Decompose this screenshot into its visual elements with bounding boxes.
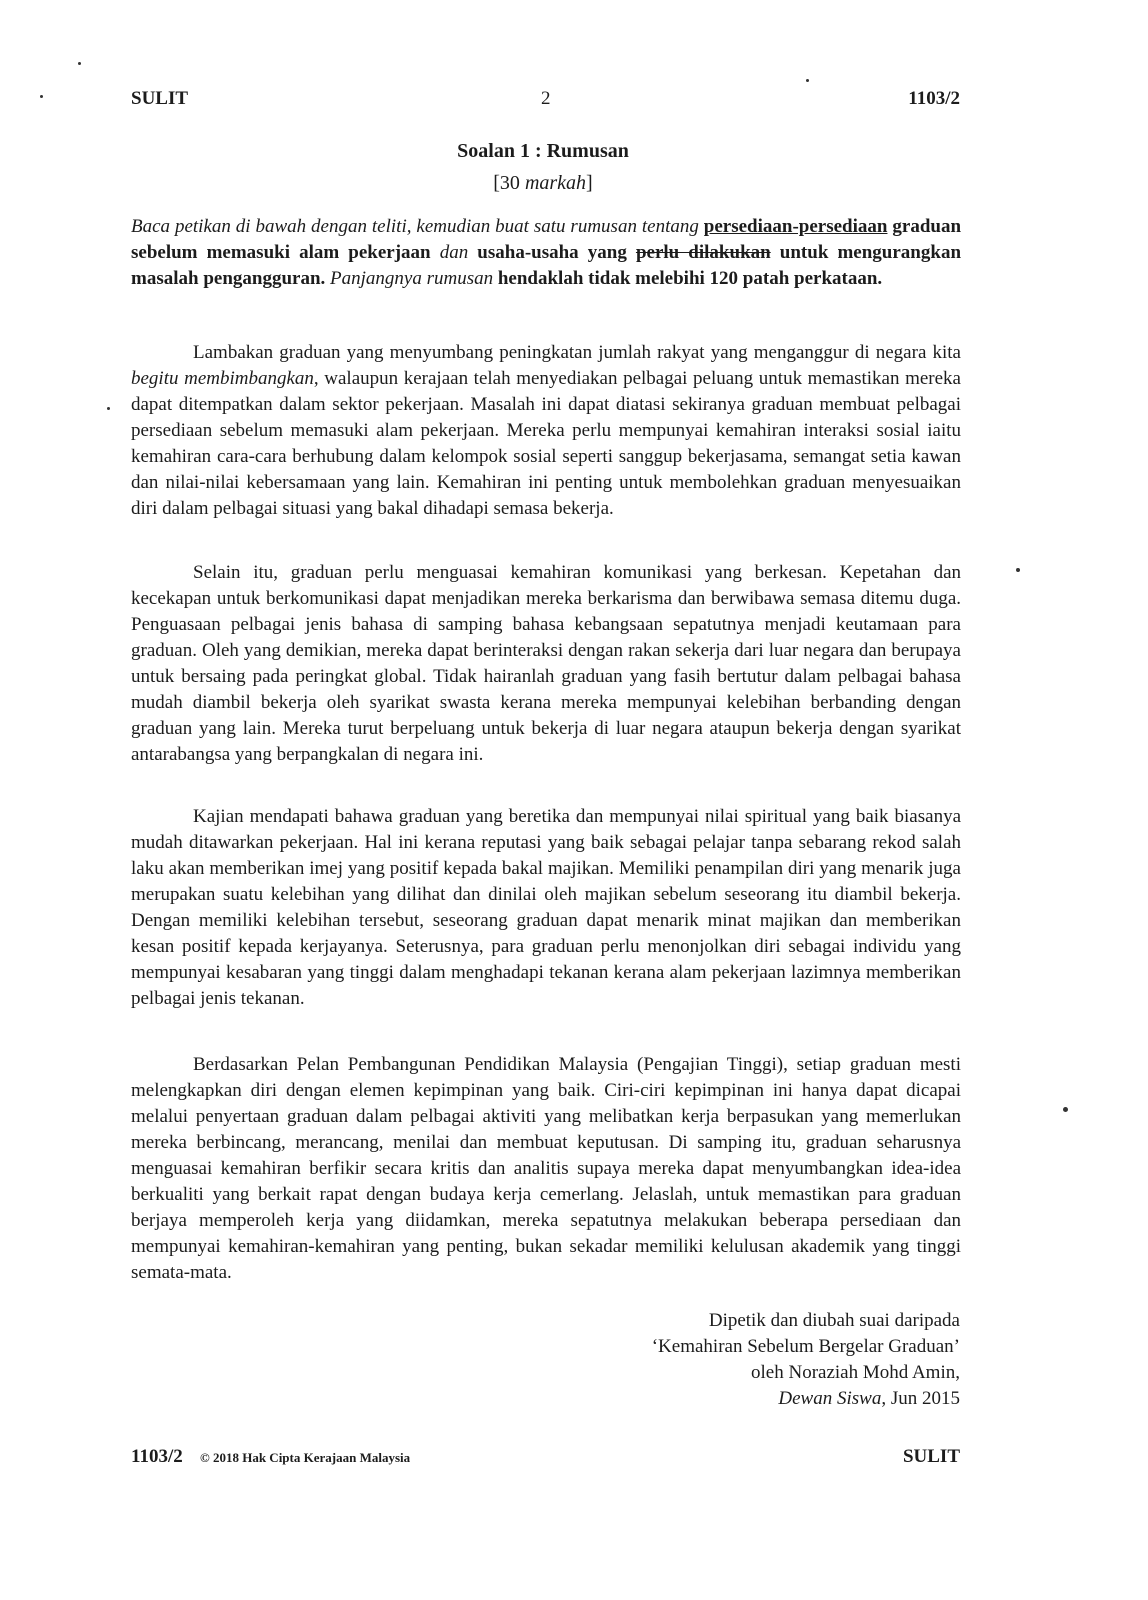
scan-speck (40, 95, 43, 98)
scan-speck (806, 79, 809, 82)
passage-paragraph-4: Berdasarkan Pelan Pembangunan Pendidikan Malaysia (Pengajian Tinggi), setiap graduan mesti melengkapkan diri dengan elemen kepimpinan yang baik. Ciri-ciri kepimpinan ini hanya dapat dicapai melalui penyertaan graduan dalam pelbagai aktiviti yang melibatkan kerja berpasukan yang memerlukan mereka berbincang, merancang, menilai dan membuat keputusan. Di samping itu, graduan seharusnya menguasai kemahiran berfikir secara kritis dan analitis supaya mereka dapat menyumbangkan idea-idea berkualiti yang berkait rapat dengan budaya kerja cemerlang. Jelaslah, untuk memastikan para graduan berjaya memperoleh kerja yang diidamkan, mereka sepatutnya melakukan beberapa persediaan dan mempunyai kemahiran-kemahiran yang penting, bukan sekadar memiliki kelulusan akademik yang tinggi semata-mata. (131, 1054, 961, 1283)
passage-paragraph-1: Lambakan graduan yang menyumbang peningkatan jumlah rakyat yang menganggur di negara kita begitu membimbangkan, walaupun kerajaan telah menyediakan pelbagai peluang untuk memastikan mereka dapat ditempatkan dalam sektor pekerjaan. Masalah ini dapat diatasi sekiranya graduan membuat pelbagai persediaan sebelum memasuki alam pekerjaan. Mereka perlu mempunyai kemahiran interaksi sosial iaitu kemahiran cara-cara berhubung dalam kelompok sosial seperti sanggup bekerjasama, semangat setia kawan dan nilai-nilai kebersamaan yang lain. Kemahiran ini penting untuk membolehkan graduan menyesuaikan diri dalam pelbagai situasi yang bakal dihadapi semasa bekerja. (131, 342, 961, 519)
instruction: Baca petikan di bawah dengan teliti, kemudian buat satu rumusan tentang persediaan-persediaan graduan sebelum memasuki alam pekerjaan dan usaha-usaha yang perlu dilakukan untuk mengurangkan masalah pengangguran. Panjangnya rumusan hendaklah tidak melebihi 120 patah perkataan. (131, 216, 962, 289)
footer-copyright: © 2018 Hak Cipta Kerajaan Malaysia (200, 1450, 411, 1465)
header-page-number: 2 (541, 88, 551, 109)
question-marks: [30 markah] (493, 172, 593, 194)
header-paper-code: 1103/2 (908, 88, 960, 109)
footer-classification: SULIT (902, 1446, 960, 1467)
scan-speck (1063, 1107, 1068, 1112)
scan-speck (78, 62, 81, 65)
source-citation: Dipetik dan diubah suai daripada ‘Kemahiran Sebelum Bergelar Graduan’ oleh Noraziah Mohd Amin, Dewan Siswa, Jun 2015 (651, 1310, 960, 1409)
question-title: Soalan 1 : Rumusan (457, 140, 629, 162)
header-classification: SULIT (131, 88, 189, 109)
passage-paragraph-3: Kajian mendapati bahawa graduan yang beretika dan mempunyai nilai spiritual yang baik biasanya mudah ditawarkan pekerjaan. Hal ini kerana reputasi yang baik sebagai pelajar tanpa sebarang rekod salah laku akan memberikan imej yang positif kepada bakal majikan. Memiliki penampilan diri yang menarik juga merupakan suatu kelebihan yang dilihat dan dinilai oleh majikan sebelum seseorang itu diambil bekerja. Dengan memiliki kelebihan tersebut, seseorang graduan dapat menarik minat majikan dan memberikan kesan positif kepada kerjayanya. Seterusnya, para graduan perlu menonjolkan diri sebagai individu yang mempunyai kesabaran yang tinggi dalam menghadapi tekanan kerana alam pekerjaan lazimnya memberikan pelbagai jenis tekanan. (131, 806, 961, 1009)
scan-speck (107, 407, 110, 410)
passage-paragraph-2: Selain itu, graduan perlu menguasai kemahiran komunikasi yang berkesan. Kepetahan dan kecekapan untuk berkomunikasi dapat menjadikan mereka berkarisma dan berwibawa semasa ditemu duga. Penguasaan pelbagai jenis bahasa di samping bahasa kebangsaan sepatutnya menjadi keutamaan para graduan. Oleh yang demikian, mereka dapat berinteraksi dengan rakan sekerja dari luar negara dan berupaya untuk bersaing pada peringkat global. Tidak hairanlah graduan yang fasih bertutur dalam pelbagai bahasa mudah diambil bekerja oleh syarikat swasta kerana mereka mempunyai kelebihan berbanding dengan graduan yang lain. Mereka turut berpeluang untuk bekerja di luar negara ataupun bekerja dengan syarikat antarabangsa yang berpangkalan di negara ini. (131, 562, 961, 765)
scan-speck (1016, 568, 1020, 572)
footer-paper-code: 1103/2 (131, 1446, 183, 1467)
